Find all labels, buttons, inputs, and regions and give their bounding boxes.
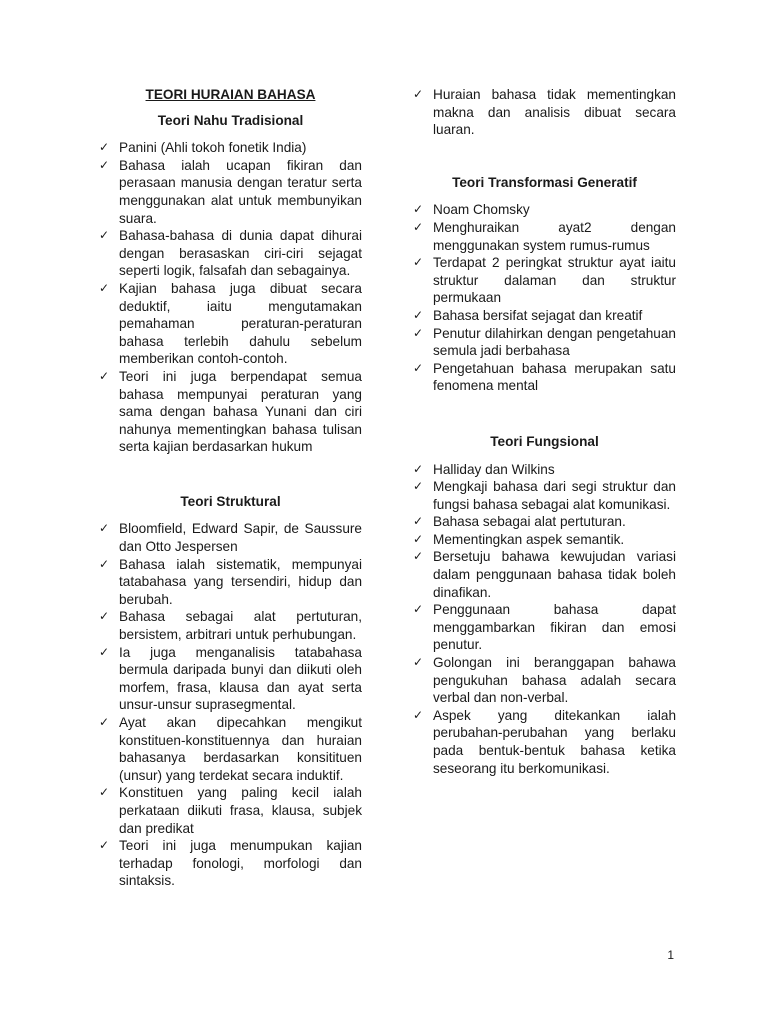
list-item: ✓ Bersetuju bahawa kewujudan variasi dalam penggunaan bahasa tidak boleh dinafikan. <box>413 548 676 601</box>
list-item: ✓ Panini (Ahli tokoh fonetik India) <box>99 139 362 157</box>
section-heading-fungsional: Teori Fungsional <box>490 433 599 449</box>
section-heading-transformasi-generatif: Teori Transformasi Generatif <box>452 174 637 190</box>
list-item: ✓ Bahasa sebagai alat pertuturan, bersistem, arbitrari untuk perhubungan. <box>99 608 362 643</box>
list-item: ✓ Kajian bahasa juga dibuat secara deduktif, iaitu mengutamakan pemahaman peraturan-peraturan bahasa terlebih dahulu sebelum memberikan contoh-contoh. <box>99 280 362 368</box>
section-heading-struktural: Teori Struktural <box>180 493 281 509</box>
list-item: ✓ Menghuraikan ayat2 dengan menggunakan system rumus-rumus <box>413 219 676 254</box>
list-item: ✓ Pengetahuan bahasa merupakan satu fenomena mental <box>413 360 676 395</box>
list-item: ✓ Bahasa-bahasa di dunia dapat dihurai dengan berasaskan ciri-ciri sejagat seperti logik, falsafah dan sebagainya. <box>99 227 362 280</box>
page-title: TEORI HURAIAN BAHASA <box>145 87 316 102</box>
list-transformasi-generatif <box>413 201 676 395</box>
right-column <box>413 86 676 777</box>
list-item: ✓ Noam Chomsky <box>413 201 676 219</box>
list-item: ✓ Penutur dilahirkan dengan pengetahuan semula jadi berbahasa <box>413 325 676 360</box>
list-item: ✓ Penggunaan bahasa dapat menggambarkan fikiran dan emosi penutur. <box>413 601 676 654</box>
list-item: ✓ Bahasa bersifat sejagat dan kreatif <box>413 307 676 325</box>
list-item: ✓ Aspek yang ditekankan ialah perubahan-perubahan yang berlaku pada bentuk-bentuk bahasa ketika seseorang itu berkomunikasi. <box>413 707 676 777</box>
list-item: ✓ Bahasa ialah sistematik, mempunyai tatabahasa yang tersendiri, hidup dan berubah. <box>99 556 362 609</box>
section-heading-nahu-tradisional: Teori Nahu Tradisional <box>157 112 304 128</box>
list-item: ✓ Ayat akan dipecahkan mengikut konstituen-konstituennya dan huraian bahasanya berdasarkan konsitituen (unsur) yang terdekat secara induktif. <box>99 714 362 784</box>
list-struktural <box>99 520 362 889</box>
list-item: ✓ Golongan ini beranggapan bahawa pengukuhan bahasa adalah secara verbal dan non-verbal. <box>413 654 676 707</box>
list-item: ✓ Bloomfield, Edward Sapir, de Saussure dan Otto Jespersen <box>99 520 362 555</box>
list-struktural-continued <box>413 86 676 139</box>
list-item: ✓ Teori ini juga berpendapat semua bahasa mempunyai peraturan yang sama dengan bahasa Yunani dan ciri nahunya mementingkan bahasa tulisan serta kajian berdasarkan hukum <box>99 368 362 456</box>
list-item: ✓ Mengkaji bahasa dari segi struktur dan fungsi bahasa sebagai alat komunikasi. <box>413 478 676 513</box>
list-item: ✓ Huraian bahasa tidak mementingkan makna dan analisis dibuat secara luaran. <box>413 86 676 139</box>
list-item: ✓ Mementingkan aspek semantik. <box>413 531 676 549</box>
list-item: ✓ Halliday dan Wilkins <box>413 461 676 479</box>
left-column <box>99 86 362 890</box>
list-item: ✓ Bahasa sebagai alat pertuturan. <box>413 513 676 531</box>
list-item: ✓ Ia juga menganalisis tatabahasa bermula daripada bunyi dan diikuti oleh morfem, frasa, klausa dan ayat serta unsur-unsur suprasegmental. <box>99 644 362 714</box>
list-fungsional <box>413 461 676 778</box>
list-item: ✓ Bahasa ialah ucapan fikiran dan perasaan manusia dengan teratur serta menggunakan alat untuk membunyikan suara. <box>99 157 362 227</box>
list-item: ✓ Terdapat 2 peringkat struktur ayat iaitu struktur dalaman dan struktur permukaan <box>413 254 676 307</box>
list-nahu-tradisional <box>99 139 362 456</box>
page-number: 1 <box>667 948 674 962</box>
list-item: ✓ Teori ini juga menumpukan kajian terhadap fonologi, morfologi dan sintaksis. <box>99 837 362 890</box>
list-item: ✓ Konstituen yang paling kecil ialah perkataan diikuti frasa, klausa, subjek dan predikat <box>99 784 362 837</box>
